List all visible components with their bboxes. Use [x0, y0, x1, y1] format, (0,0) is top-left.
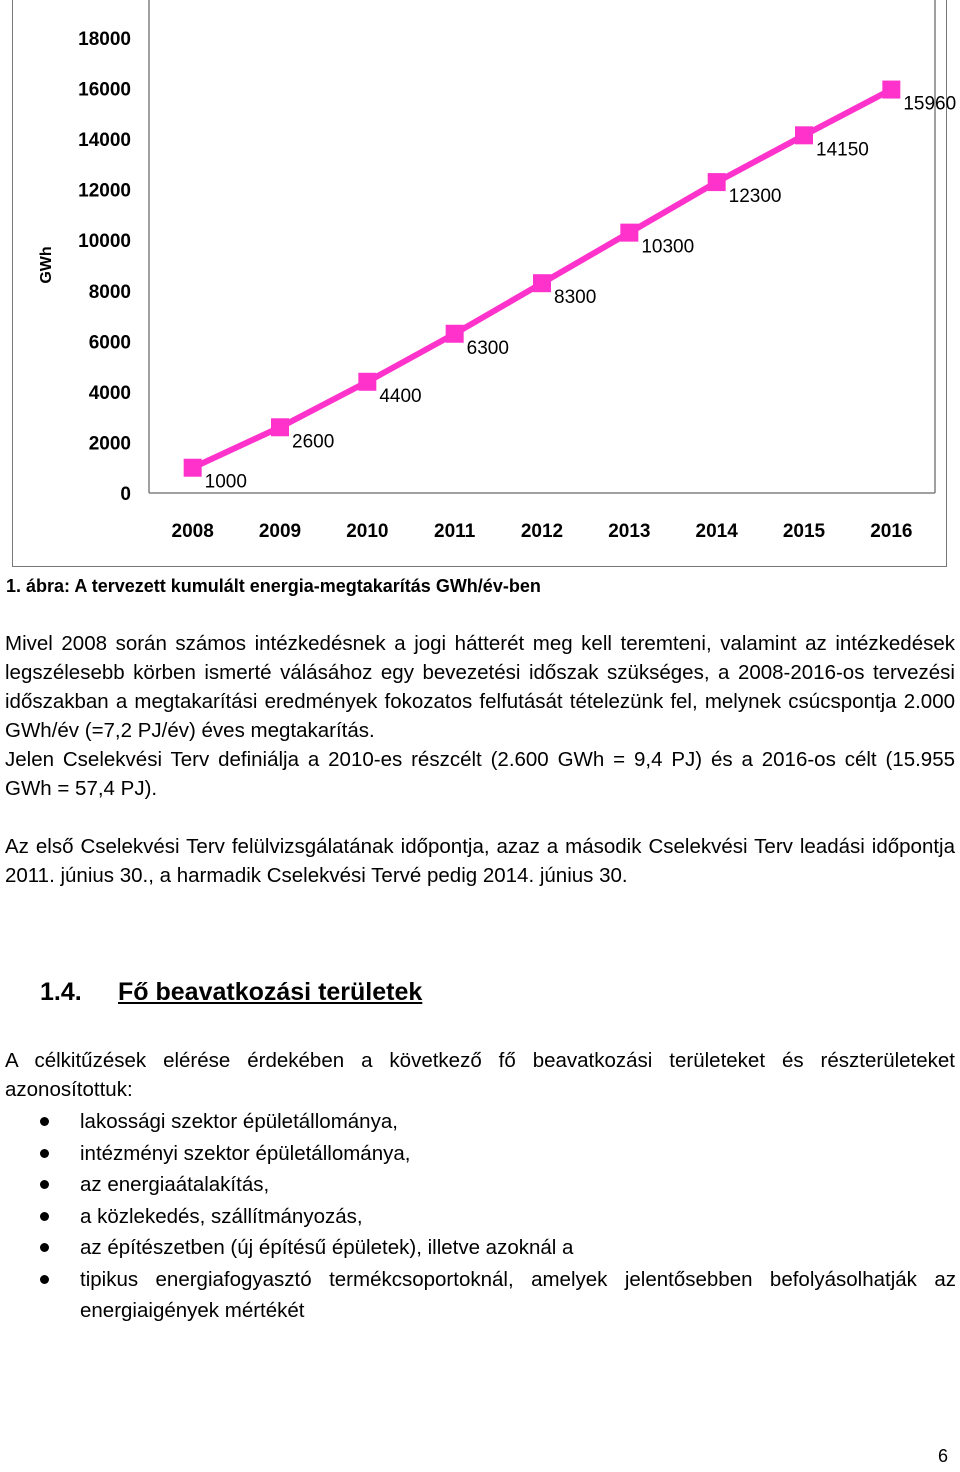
- y-tick-label: 16000: [78, 79, 131, 101]
- bullet-icon: [40, 1149, 49, 1158]
- list-item: [0, 1264, 956, 1327]
- line-chart: [13, 0, 957, 567]
- data-point-marker: [620, 224, 638, 242]
- list-item-text: az építészetben (új építésű épületek), illetve azoknál a: [80, 1236, 574, 1259]
- y-tick-label: 14000: [78, 130, 131, 152]
- chart-frame: [12, 0, 957, 567]
- y-tick-label: 4000: [88, 382, 131, 404]
- paragraph-3: Az első Cselekvési Terv felülvizsgálatának időpontja, azaz a második Cselekvési Terv leadási időpontja 2011. június 30., a harmadik Cselekvési Tervé pedig 2014. június 30.: [5, 835, 955, 887]
- data-label: 6300: [466, 337, 509, 359]
- page-number: 6: [938, 1446, 949, 1466]
- intro-paragraph: A célkitűzések elérése érdekében a következő fő beavatkozási területeket és részterületeket azonosítottuk:: [5, 1049, 955, 1101]
- data-point-marker: [882, 81, 900, 99]
- y-tick-label: 0: [120, 484, 131, 505]
- data-point-marker: [358, 373, 376, 391]
- x-tick-label: 2009: [258, 521, 302, 542]
- bullet-icon: [40, 1243, 49, 1252]
- data-label: 15960: [903, 93, 957, 115]
- data-label: 1000: [204, 471, 247, 493]
- list-item: [0, 1106, 956, 1138]
- data-point-marker: [446, 325, 464, 343]
- data-point-marker: [271, 418, 289, 436]
- data-label: 14150: [816, 139, 869, 161]
- data-label: 4400: [379, 385, 422, 407]
- y-tick-label: 8000: [88, 281, 131, 303]
- x-tick-label: 2010: [346, 521, 389, 542]
- list-item-text: a közlekedés, szállítmányozás,: [80, 1204, 363, 1228]
- list-item-text: tipikus energiafogyasztó termékcsoportoknál, amelyek jelentősebben befolyásolhatják az energiaigények mértékét: [80, 1267, 956, 1322]
- y-tick-label: 6000: [88, 332, 131, 354]
- data-label: 2600: [292, 431, 335, 453]
- data-point-marker: [184, 459, 202, 477]
- data-point-marker: [533, 274, 551, 292]
- x-tick-label: 2012: [520, 521, 564, 542]
- paragraph-1: Mivel 2008 során számos intézkedésnek a jogi hátterét meg kell teremteni, valamint az intézkedések legszélesebb körben ismerté válásához egy bevezetési időszak szükséges, a 2008-2016-os tervezési időszakban a megtakarítási eredmények fokozatos felfutását tételezünk fel, melynek csúcspontja 2.000 GWh/év (=7,2 PJ/év) éves megtakarítás.: [5, 632, 955, 742]
- x-tick-label: 2015: [782, 521, 826, 542]
- data-label: 10300: [641, 236, 695, 258]
- bullet-icon: [40, 1180, 49, 1189]
- list-item: [0, 1201, 956, 1233]
- y-tick-label: 12000: [78, 180, 131, 202]
- bullet-icon: [40, 1212, 49, 1221]
- y-axis-label: GWh: [38, 246, 55, 284]
- data-label: 12300: [728, 186, 782, 208]
- bullet-icon: [40, 1117, 49, 1126]
- data-label: 8300: [554, 287, 597, 309]
- list-item: [0, 1138, 956, 1170]
- y-tick-label: 10000: [78, 231, 131, 253]
- x-tick-label: 2011: [434, 521, 476, 542]
- y-tick-label: 2000: [88, 433, 131, 455]
- list-item: [0, 1169, 956, 1201]
- x-tick-label: 2008: [171, 521, 214, 542]
- list-item-text: intézményi szektor épületállománya,: [80, 1141, 411, 1165]
- x-tick-label: 2016: [870, 521, 913, 542]
- data-point-marker: [795, 126, 813, 144]
- paragraph-2: Jelen Cselekvési Terv definiálja a 2010-es részcélt (2.600 GWh = 9,4 PJ) és a 2016-os célt (15.955 GWh = 57,4 PJ).: [5, 748, 955, 800]
- x-tick-label: 2014: [695, 521, 738, 542]
- y-tick-label: 18000: [78, 29, 131, 50]
- section-title: Fő beavatkozási területek: [118, 978, 423, 1006]
- list-item: [0, 1232, 956, 1264]
- list-item-text: lakossági szektor épületállománya,: [80, 1110, 398, 1133]
- x-tick-label: 2013: [608, 521, 651, 542]
- figure-caption: 1. ábra: A tervezett kumulált energia-megtakarítás GWh/év-ben: [6, 576, 541, 596]
- list-item-text: az energiaátalakítás,: [80, 1173, 270, 1196]
- section-number: 1.4.: [40, 978, 82, 1006]
- bullet-icon: [40, 1275, 49, 1284]
- data-point-marker: [708, 173, 726, 191]
- bullet-list: [0, 1106, 956, 1327]
